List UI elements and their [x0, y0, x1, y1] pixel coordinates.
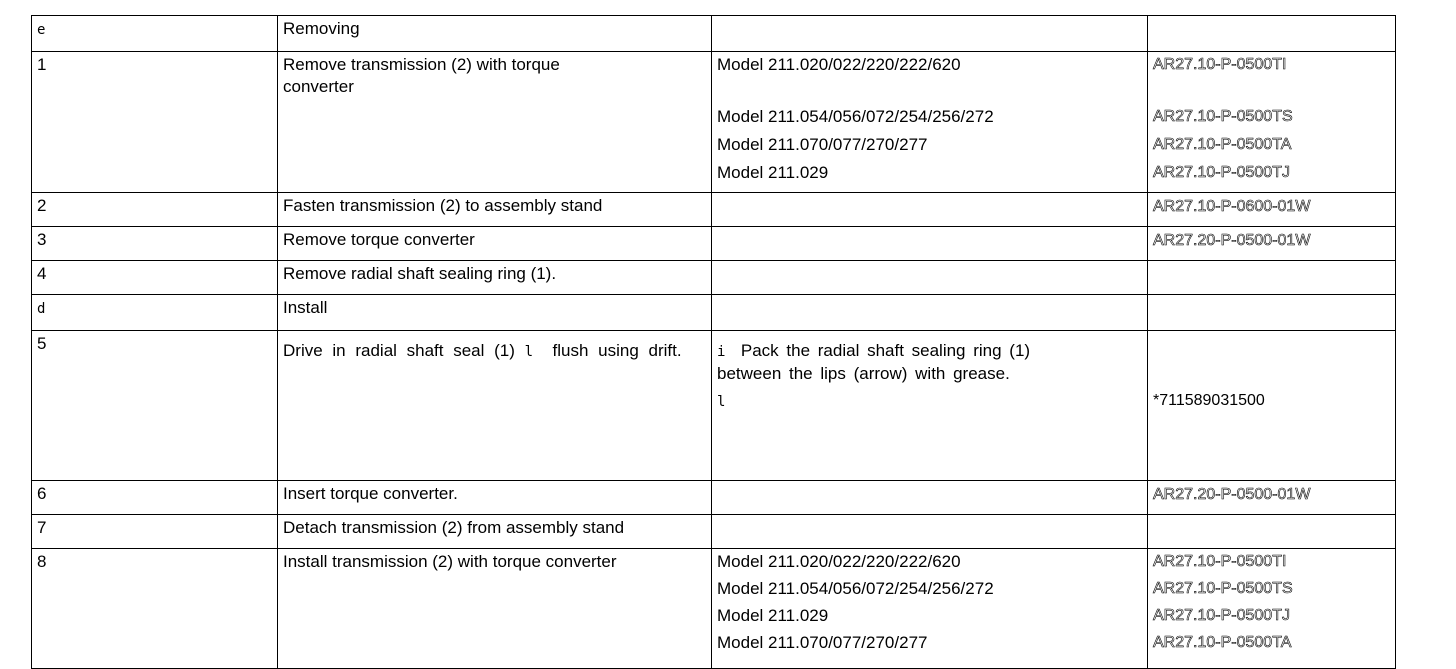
step-text: Insert torque converter.: [278, 481, 712, 515]
step-symbol: [32, 295, 278, 331]
refs-cell: [1148, 515, 1396, 549]
table-row: [32, 549, 1396, 669]
notes-cell: [712, 52, 1148, 193]
refs-cell: [1148, 193, 1396, 227]
notes-cell: [712, 515, 1148, 549]
table-row: [32, 481, 1396, 515]
refs-cell: [1148, 481, 1396, 515]
model-note: Model 211.029: [717, 606, 829, 625]
risk-symbol-icon: l: [717, 394, 726, 410]
risk-symbol-icon: l: [524, 344, 534, 360]
document-link[interactable]: AR27.10-P-0500TJ: [1153, 164, 1290, 181]
step-text-content: [283, 340, 706, 363]
refs-cell: [1148, 227, 1396, 261]
notes-cell: [712, 549, 1148, 669]
step-text: Fasten transmission (2) to assembly stand: [278, 193, 712, 227]
notes-cell: [712, 227, 1148, 261]
install-symbol-icon: d: [37, 301, 46, 317]
table-row: [32, 16, 1396, 52]
notes-cell: [712, 481, 1148, 515]
notes-cell: [712, 193, 1148, 227]
model-note: Model 211.029: [717, 163, 829, 182]
removing-symbol-icon: e: [37, 22, 46, 38]
step-text: Install transmission (2) with torque converter: [278, 549, 712, 669]
refs-cell: [1148, 261, 1396, 295]
document-link[interactable]: AR27.10-P-0500TI: [1153, 553, 1287, 570]
document-link[interactable]: AR27.10-P-0500TI: [1153, 56, 1287, 73]
step-number: 2: [32, 193, 278, 227]
section-heading: Removing: [278, 16, 712, 52]
step-text-part: flush using drift.: [552, 341, 682, 360]
step-symbol: [32, 16, 278, 52]
document-link[interactable]: AR27.20-P-0500-01W: [1153, 232, 1311, 249]
table-row: [32, 295, 1396, 331]
note-text-part: Pack the radial shaft sealing ring (1) between the lips (arrow) with grease.: [717, 341, 1031, 383]
step-number: 6: [32, 481, 278, 515]
step-text: Remove transmission (2) with torque converter: [278, 52, 712, 193]
notes-cell: [712, 261, 1148, 295]
tool-number[interactable]: *711589031500: [1153, 392, 1265, 409]
step-text-part: Drive in radial shaft seal (1): [283, 341, 515, 360]
table-row: [32, 227, 1396, 261]
step-number: 8: [32, 549, 278, 669]
step-text: Remove torque converter: [278, 227, 712, 261]
step-text: [278, 331, 712, 481]
table-row: [32, 52, 1396, 193]
table-row: [32, 193, 1396, 227]
table-row: [32, 331, 1396, 481]
step-number: 5: [32, 331, 278, 481]
document-link[interactable]: AR27.10-P-0600-01W: [1153, 198, 1311, 215]
procedure-table: [31, 15, 1396, 669]
refs-cell: [1148, 295, 1396, 331]
document-link[interactable]: AR27.10-P-0500TA: [1153, 136, 1292, 153]
info-icon: i: [717, 344, 726, 360]
notes-cell: [712, 295, 1148, 331]
model-note: Model 211.020/022/220/222/620: [717, 552, 961, 571]
document-link[interactable]: AR27.10-P-0500TJ: [1153, 607, 1290, 624]
document-link[interactable]: AR27.10-P-0500TS: [1153, 108, 1293, 125]
model-note: Model 211.054/056/072/254/256/272: [717, 107, 994, 126]
model-note: Model 211.054/056/072/254/256/272: [717, 579, 994, 598]
refs-cell: [1148, 331, 1396, 481]
step-number: 1: [32, 52, 278, 193]
table-row: [32, 261, 1396, 295]
step-text: Detach transmission (2) from assembly stand: [278, 515, 712, 549]
document-link[interactable]: AR27.20-P-0500-01W: [1153, 486, 1311, 503]
refs-cell: [1148, 549, 1396, 669]
step-number: 7: [32, 515, 278, 549]
step-number: 3: [32, 227, 278, 261]
refs-cell: [1148, 52, 1396, 193]
refs-cell: [1148, 16, 1396, 52]
model-note: Model 211.020/022/220/222/620: [717, 55, 961, 74]
section-heading: Install: [278, 295, 712, 331]
notes-cell: [712, 16, 1148, 52]
note-text: [717, 340, 1142, 385]
step-text: Remove radial shaft sealing ring (1).: [278, 261, 712, 295]
document-link[interactable]: AR27.10-P-0500TA: [1153, 634, 1292, 651]
document-link[interactable]: AR27.10-P-0500TS: [1153, 580, 1293, 597]
notes-cell: [712, 331, 1148, 481]
model-note: Model 211.070/077/270/277: [717, 633, 928, 652]
model-note: Model 211.070/077/270/277: [717, 135, 928, 154]
table-row: [32, 515, 1396, 549]
step-number: 4: [32, 261, 278, 295]
